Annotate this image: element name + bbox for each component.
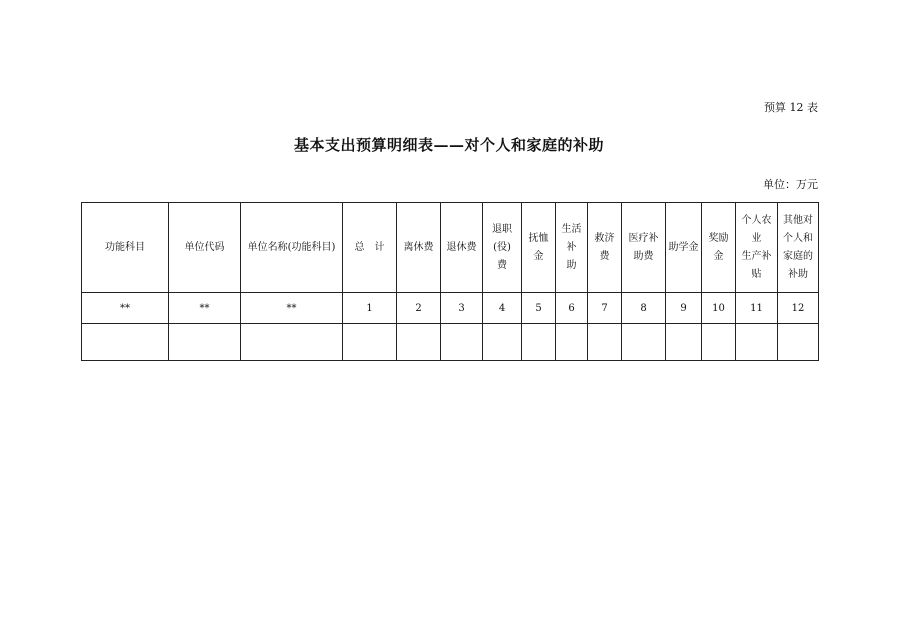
column-header: 总 计 xyxy=(343,203,397,293)
column-header: 医疗补 助费 xyxy=(622,203,666,293)
column-code-cell: 7 xyxy=(588,293,622,324)
table-cell xyxy=(702,324,736,361)
column-code-cell: ** xyxy=(82,293,169,324)
column-code-cell: ** xyxy=(169,293,241,324)
column-header: 功能科目 xyxy=(82,203,169,293)
table-cell xyxy=(82,324,169,361)
table-cell xyxy=(556,324,588,361)
column-code-cell: 10 xyxy=(702,293,736,324)
column-code-cell: 4 xyxy=(483,293,522,324)
column-code-cell: 3 xyxy=(441,293,483,324)
table-cell xyxy=(241,324,343,361)
table-cell xyxy=(736,324,778,361)
table-cell xyxy=(622,324,666,361)
column-header: 退职(役) 费 xyxy=(483,203,522,293)
column-header: 单位代码 xyxy=(169,203,241,293)
column-code-cell: 8 xyxy=(622,293,666,324)
document-title: 基本支出预算明细表——对个人和家庭的补助 xyxy=(293,136,604,154)
column-code-cell: ** xyxy=(241,293,343,324)
column-header: 离休费 xyxy=(397,203,441,293)
header-row xyxy=(82,203,819,293)
column-code-row xyxy=(82,293,819,324)
unit-label: 单位：万元 xyxy=(763,178,818,191)
column-header: 生活补 助 xyxy=(556,203,588,293)
table-cell xyxy=(778,324,819,361)
column-code-cell: 5 xyxy=(522,293,556,324)
column-code-cell: 1 xyxy=(343,293,397,324)
column-header: 助学金 xyxy=(666,203,702,293)
table-cell xyxy=(666,324,702,361)
column-code-cell: 9 xyxy=(666,293,702,324)
table-cell xyxy=(441,324,483,361)
table-cell xyxy=(169,324,241,361)
column-code-cell: 2 xyxy=(397,293,441,324)
column-header: 其他对 个人和 家庭的 补助 xyxy=(778,203,819,293)
column-code-cell: 6 xyxy=(556,293,588,324)
table-cell xyxy=(397,324,441,361)
table-cell xyxy=(343,324,397,361)
column-header: 奖励金 xyxy=(702,203,736,293)
column-header: 个人农业 生产补贴 xyxy=(736,203,778,293)
column-header: 单位名称(功能科目) xyxy=(241,203,343,293)
form-code-label: 预算 12 表 xyxy=(764,101,818,114)
budget-table xyxy=(81,202,819,361)
column-header: 救济费 xyxy=(588,203,622,293)
column-code-cell: 12 xyxy=(778,293,819,324)
table-cell xyxy=(483,324,522,361)
table-cell xyxy=(522,324,556,361)
table-row xyxy=(82,324,819,361)
column-code-cell: 11 xyxy=(736,293,778,324)
column-header: 抚恤金 xyxy=(522,203,556,293)
table-cell xyxy=(588,324,622,361)
column-header: 退休费 xyxy=(441,203,483,293)
